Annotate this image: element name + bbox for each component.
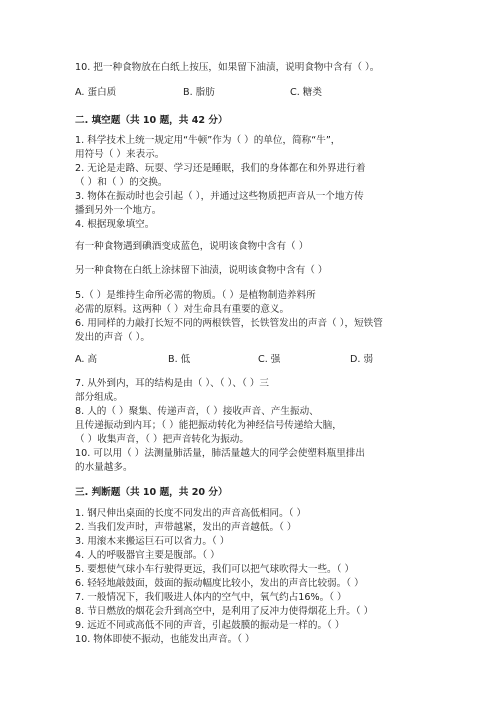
judge-line: 7. 一般情况下，我们吸进人体内的空气中，氧气约占16%。（ ） — [75, 592, 347, 603]
q6-option-d: D. 弱 — [350, 354, 374, 365]
judge-line: 10. 物体即使不振动，也能发出声音。（ ） — [75, 634, 255, 645]
fill-line: 10. 可以用（ ）法测量肺活量，肺活量越大的同学会使塑料瓶里排出 — [75, 448, 365, 459]
q10-option-b: B. 脂肪 — [183, 87, 215, 98]
question-10-stem: 10. 把一种食物放在白纸上按压，如果留下油渍，说明食物中含有（ ）。 — [75, 62, 380, 73]
fill-line: 发出的声音（ ）。 — [75, 332, 150, 343]
fill-line: 6. 用同样的力敲打长短不同的两根铁管，长铁管发出的声音（ ），短铁管 — [75, 318, 383, 329]
fill-line: 4. 根据现象填空。 — [75, 219, 155, 230]
fill-line: 7. 从外到内，耳的结构是由（ ）、（ ）、（ ）三 — [75, 378, 270, 389]
fill-line: 另一种食物在白纸上涂抹留下油渍，说明该食物中含有（ ） — [75, 265, 328, 276]
q10-option-a: A. 蛋白质 — [75, 87, 117, 98]
fill-line: （ ）和（ ）的交换。 — [75, 177, 168, 188]
fill-line: 2. 无论是走路、玩耍、学习还是睡眠，我们的身体都在和外界进行着 — [75, 163, 366, 174]
q6-option-b: B. 低 — [168, 354, 191, 365]
judge-line: 1. 钢尺伸出桌面的长度不同发出的声音高低相同。（ ） — [75, 508, 307, 519]
judge-line: 2. 当我们发声时，声带越紧，发出的声音越低。（ ） — [75, 522, 297, 533]
fill-line: 1. 科学技术上统一规定用“牛顿”作为（ ）的单位，简称“牛”， — [75, 135, 341, 146]
q6-option-a: A. 高 — [75, 354, 98, 365]
fill-section-heading: 二. 填空题（共 10 题，共 42 分） — [75, 115, 228, 126]
fill-line: 5.（ ）是维持生命所必需的物质。（ ）是植物制造养料所 — [75, 290, 316, 301]
fill-line: 必需的原料。这两种（ ）对生命具有重要的意义。 — [75, 304, 290, 315]
fill-line: 3. 物体在振动时也会引起（ ），并通过这些物质把声音从一个地方传 — [75, 191, 364, 202]
judge-line: 8. 节日燃放的烟花会升到高空中，是利用了反冲力使得烟花上升。（ ） — [75, 606, 374, 617]
fill-line: 部分组成。 — [75, 392, 123, 403]
q10-option-c: C. 糖类 — [290, 87, 322, 98]
judge-line: 9. 远近不同或高低不同的声音，引起鼓膜的振动是一样的。（ ） — [75, 620, 345, 631]
judge-line: 5. 要想使气球小车行驶得更远，我们可以把气球吹得大一些。（ ） — [75, 564, 355, 575]
fill-line: 有一种食物遇到碘酒变成蓝色，说明该食物中含有（ ） — [75, 241, 309, 252]
fill-line: 的水量越多。 — [75, 462, 133, 473]
judge-line: 6. 轻轻地敲鼓面，鼓面的振动幅度比较小，发出的声音比较弱。（ ） — [75, 578, 364, 589]
fill-line: 且传递振动到内耳；（ ）能把振动转化为神经信号传递给大脑， — [75, 420, 342, 431]
fill-line: 用符号（ ）来表示。 — [75, 149, 165, 160]
fill-line: 8. 人的（ ）聚集、传递声音，（ ）接收声音、产生振动、 — [75, 406, 319, 417]
q6-option-c: C. 强 — [258, 354, 281, 365]
fill-line: （ ）收集声音，（ ）把声音转化为振动。 — [75, 434, 249, 445]
judge-section-heading: 三. 判断题（共 10 题，共 20 分） — [75, 487, 228, 498]
judge-line: 3. 用滚木来搬运巨石可以省力。（ ） — [75, 536, 230, 547]
fill-line: 播到另外一个地方。 — [75, 205, 162, 216]
judge-line: 4. 人的呼吸器官主要是腹部。（ ） — [75, 550, 220, 561]
